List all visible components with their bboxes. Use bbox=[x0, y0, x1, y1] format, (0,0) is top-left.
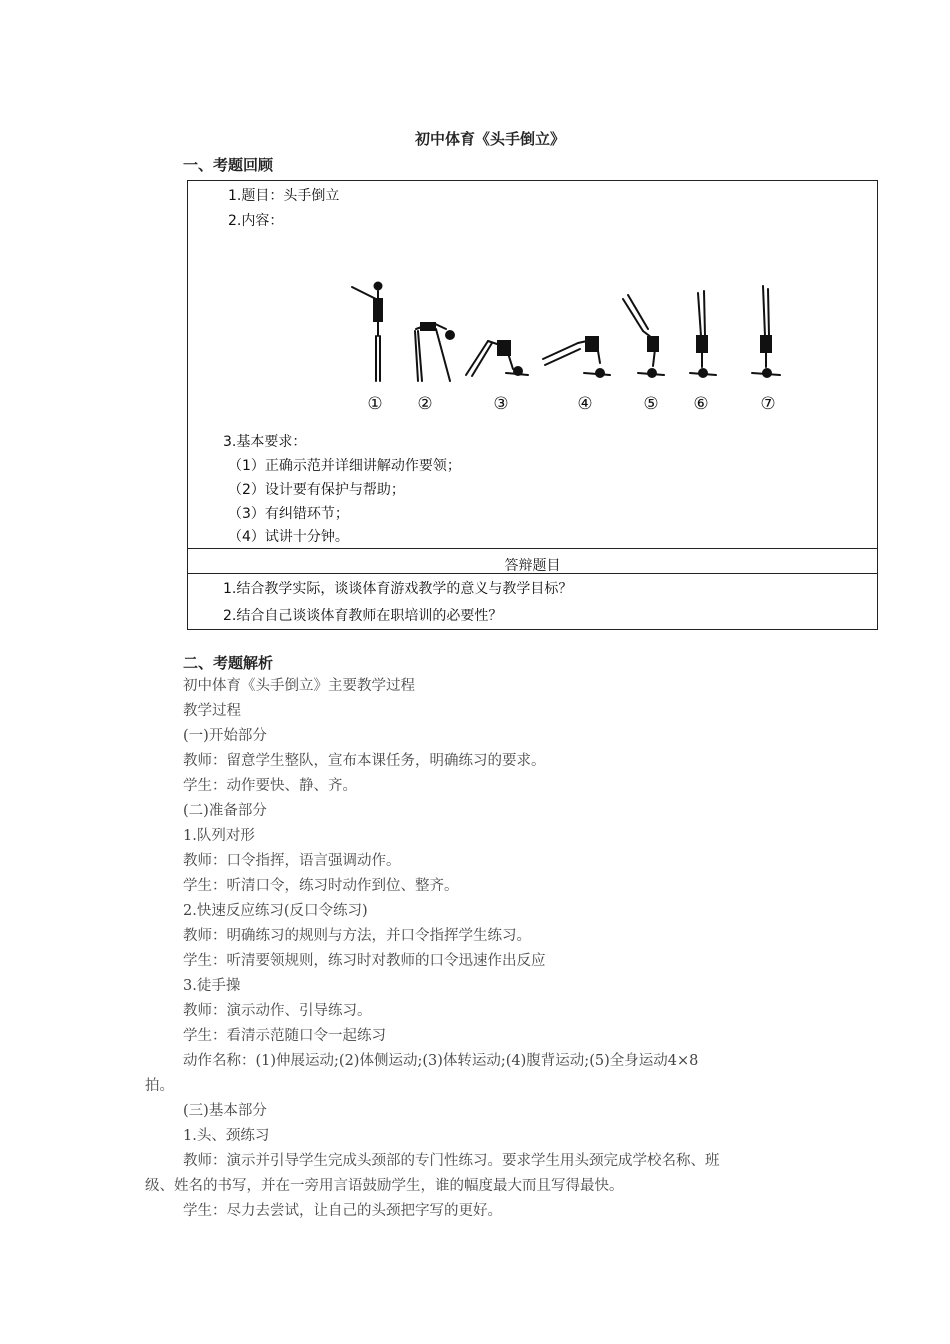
body-line: 级、姓名的书写，并在一旁用言语鼓励学生，谁的幅度最大而且写得最快。 bbox=[145, 1178, 624, 1194]
body-line: 学生：听清口令，练习时动作到位、整齐。 bbox=[183, 878, 459, 894]
requirement-item: （1）正确示范并详细讲解动作要领； bbox=[228, 458, 461, 474]
step-number-1: ① bbox=[367, 394, 383, 414]
body-line: 3.徒手操 bbox=[183, 978, 241, 994]
body-line: 2.快速反应练习(反口令练习) bbox=[183, 903, 368, 919]
defense-question: 1.结合教学实际，谈谈体育游戏教学的意义与教学目标？ bbox=[223, 581, 573, 597]
body-line: (一)开始部分 bbox=[183, 728, 267, 744]
body-line: (三)基本部分 bbox=[183, 1103, 267, 1119]
body-line: 动作名称：(1)伸展运动;(2)体侧运动;(3)体转运动;(4)腹背运动;(5)全身运动4×8 bbox=[183, 1053, 699, 1069]
defense-question: 2.结合自己谈谈体育教师在职培训的必要性？ bbox=[223, 608, 503, 624]
body-line: 教学过程 bbox=[183, 703, 241, 719]
requirements-label: 3.基本要求： bbox=[223, 434, 307, 450]
section-heading-analysis: 二、考题解析 bbox=[183, 654, 274, 672]
body-line: 学生：动作要快、静、齐。 bbox=[183, 778, 357, 794]
body-line: 学生：尽力去尝试，让自己的头颈把字写的更好。 bbox=[183, 1203, 502, 1219]
step-number-7: ⑦ bbox=[760, 394, 776, 414]
figure-step-3 bbox=[466, 341, 528, 376]
body-line: 初中体育《头手倒立》主要教学过程 bbox=[183, 678, 415, 694]
body-line: 教师：留意学生整队，宣布本课任务，明确练习的要求。 bbox=[183, 753, 546, 769]
body-line: 1.队列对形 bbox=[183, 828, 255, 844]
body-line: 教师：演示并引导学生完成头颈部的专门性练习。要求学生用头颈完成学校名称、班 bbox=[183, 1153, 720, 1169]
body-line: 教师：演示动作、引导练习。 bbox=[183, 1003, 372, 1019]
exam-topic: 1.题目：头手倒立 bbox=[228, 188, 340, 204]
body-line: 学生：看清示范随口令一起练习 bbox=[183, 1028, 386, 1044]
figure-step-5 bbox=[623, 295, 664, 377]
requirement-item: （2）设计要有保护与帮助； bbox=[228, 482, 405, 498]
figure-step-1 bbox=[352, 283, 382, 382]
exam-box bbox=[187, 180, 878, 630]
divider bbox=[188, 573, 877, 574]
step-number-2: ② bbox=[417, 394, 433, 414]
figure-step-7 bbox=[752, 286, 780, 377]
figure-step-2 bbox=[415, 323, 454, 381]
requirement-item: （3）有纠错环节； bbox=[228, 506, 349, 522]
step-number-4: ④ bbox=[577, 394, 593, 414]
requirement-item: （4）试讲十分钟。 bbox=[228, 529, 349, 545]
exam-content-label: 2.内容： bbox=[228, 213, 284, 229]
body-line: 1.头、颈练习 bbox=[183, 1128, 270, 1144]
divider bbox=[188, 548, 877, 549]
figure-step-6 bbox=[690, 291, 716, 377]
body-line: 拍。 bbox=[145, 1078, 174, 1094]
headstand-sequence-figure bbox=[338, 281, 788, 421]
step-number-5: ⑤ bbox=[643, 394, 659, 414]
body-line: (二)准备部分 bbox=[183, 803, 267, 819]
page-title: 初中体育《头手倒立》 bbox=[414, 130, 565, 148]
step-number-3: ③ bbox=[493, 394, 509, 414]
step-number-6: ⑥ bbox=[693, 394, 709, 414]
body-line: 学生：听清要领规则，练习时对教师的口令迅速作出反应 bbox=[183, 953, 546, 969]
body-line: 教师：口令指挥，语言强调动作。 bbox=[183, 853, 401, 869]
body-line: 教师：明确练习的规则与方法，并口令指挥学生练习。 bbox=[183, 928, 531, 944]
defense-title: 答辩题目 bbox=[504, 558, 561, 574]
figure-step-4 bbox=[543, 337, 610, 377]
section-heading-review: 一、考题回顾 bbox=[183, 156, 274, 174]
